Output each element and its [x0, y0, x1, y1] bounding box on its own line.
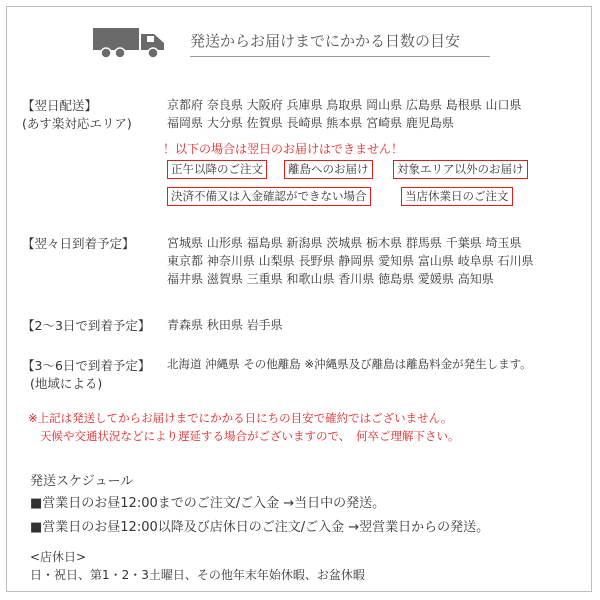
day-after-prefs-3: 福井県 滋賀県 三重県 和歌山県 香川県 徳島県 愛媛県 高知県	[167, 272, 494, 286]
next-day-label: 【翌日配送】	[22, 98, 98, 113]
exception-box: 正午以降のご注文	[167, 160, 267, 179]
schedule-line-2: ■営業日のお昼12:00以降及び店休日のご注文/ご入金 →翌営業日からの発送。	[30, 520, 490, 535]
three-six-prefs: 北海道 沖縄県 その他離島 ※沖縄県及び離島は離島料金が発生します。	[167, 357, 532, 371]
disclaimer-line-1: ※上記は発送してからお届けまでにかかる日にちの目安で確約ではございません。	[28, 411, 453, 425]
two-three-prefs: 青森県 秋田県 岩手県	[167, 318, 283, 332]
next-day-prefs-2: 福岡県 大分県 佐賀県 長崎県 熊本県 宮崎県 鹿児島県	[167, 116, 454, 130]
day-after-prefs-2: 東京都 神奈川県 山梨県 長野県 静岡県 愛知県 富山県 岐阜県 石川県	[167, 254, 534, 268]
page-title: 発送からお届けまでにかかる日数の目安	[190, 32, 461, 50]
schedule-line-1: ■営業日のお昼12:00までのご注文/ご入金 →当日中の発送。	[30, 496, 386, 511]
exception-box: 対象エリア以外のお届け	[393, 160, 528, 179]
title-underline	[190, 56, 490, 57]
exception-box: 決済不備又は入金確認ができない場合	[167, 187, 371, 206]
next-day-prefs-1: 京都府 奈良県 大阪府 兵庫県 鳥取県 岡山県 広島県 島根県 山口県	[167, 98, 522, 112]
two-three-label: 【2〜3日で到着予定】	[22, 318, 151, 333]
next-day-warning: ！以下の場合は翌日のお届けはできません！	[163, 142, 404, 156]
truck-icon	[92, 26, 168, 60]
three-six-sublabel: (地域による)	[30, 376, 103, 391]
exception-box: 当店休業日のご注文	[401, 187, 513, 206]
day-after-prefs-1: 宮城県 山形県 福島県 新潟県 茨城県 栃木県 群馬県 千葉県 埼玉県	[167, 236, 522, 250]
exception-box: 離島へのお届け	[284, 160, 373, 179]
holiday-text: 日・祝日、第1・2・3土曜日、その他年末年始休暇、お盆休暇	[30, 568, 365, 582]
disclaimer-line-2: 天候や交通状況などにより遅延する場合がございますので、 何卒ご理解下さい。	[40, 429, 460, 443]
schedule-title: 発送スケジュール	[30, 474, 134, 489]
next-day-sublabel: (あす楽対応エリア)	[22, 116, 132, 131]
day-after-label: 【翌々日到着予定】	[22, 236, 135, 251]
holiday-title: <店休日>	[30, 550, 87, 564]
three-six-label: 【3〜6日で到着予定】	[22, 358, 151, 373]
